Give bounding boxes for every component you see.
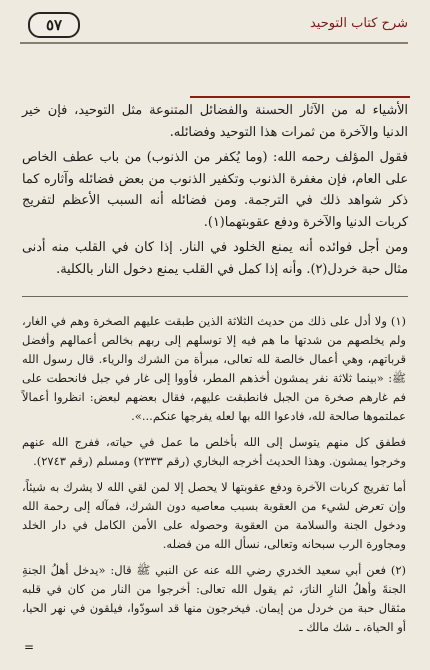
footnote-separator xyxy=(22,296,408,297)
running-title: شرح كتاب التوحيد xyxy=(309,16,408,31)
main-paragraph: ومن أجل فوائده أنه يمنع الخلود في النار. إذا كان في القلب منه أدنى مثال حبة خردل(٢). وأنه إذا كمل في القلب يمنع دخول النار بالكلية. xyxy=(22,240,408,277)
footnotes xyxy=(22,312,406,644)
main-paragraph: فقول المؤلف رحمه الله: (وما يُكفر من الذنوب) من باب عطف الخاص على العام، فإن مغفرة الذنوب وتكفير الذنوب من بعض فضائله وآثاره كما ذكر شواهد ذلك في الترجمة. ومن فضائله أنه السبب الأعظم لتفريج كربات الدنيا والآخرة ودفع عقوبتهما(١). xyxy=(22,150,408,230)
header-rule xyxy=(20,42,408,44)
footnote-paragraph: (١) ولا أدل على ذلك من حديث الثلاثة الذين طبقت عليهم الصخرة وهم في الغار، ولم يخلصهم من شدتها ما هم فيه إلا توسلهم إلى ربهم بخالص أعمالهم وأفضل قرباتهم، وهي أعمال خالصة لله تعالى، مبرأة من الشرك والرياء. قال رسول الله ﷺ: «بينما ثلاثة نفر يمشون أخذهم المطر، فأووا إلى غار في جبل فانحطت على فم غارهم صخرة من الجبل فانطبقت عليهم، فقال بعضهم لبعض: انظروا أعمالاً عملتموها صالحة لله، فادعوا الله بها لعله يفرجها عنكم...». xyxy=(22,314,406,423)
main-text xyxy=(22,100,408,284)
page-number-badge: ٥٧ xyxy=(28,12,80,38)
page-header xyxy=(20,8,408,46)
accent-divider xyxy=(190,96,410,98)
footnote-paragraph: فطفق كل منهم يتوسل إلى الله بأخلص ما عمل في حياته، ففرج الله عنهم وخرجوا يمشون. وهذا الحديث أخرجه البخاري (رقم ٢٣٣٣) ومسلم (رقم ٢٧٤٣). xyxy=(22,435,406,468)
footnote-paragraph: (٢) فعن أبي سعيد الخدري رضي الله عنه عن النبي ﷺ قال: «يدخل أهلُ الجنةِ الجنةَ وأهلُ النارِ النارَ، ثم يقول الله تعالى: أخرجوا من النار من كان في قلبه مثقال حبة من خردل من إيمان. فيخرجون منها قد اسودّوا، فيلقون في نهر الحيا، أو الحياة، ـ شك مالك ـ xyxy=(22,563,406,634)
continuation-mark: = xyxy=(24,640,35,654)
footnote-paragraph: أما تفريج كربات الآخرة ودفع عقوبتها لا يحصل إلا لمن لقي الله لا يشرك به شيئاً، وإن تعرض لشيء من العقوبة بسبب معاصيه دون الشرك، فمآله إلى رحمة الله ودخول الجنة والسلامة من العقوبة وحصوله على الأمن الكامل في دار الخلد ومجاورة الرب سبحانه وتعالى، نسأل الله من فضله. xyxy=(22,480,406,551)
main-paragraph: الأشياء له من الآثار الحسنة والفضائل المتنوعة مثل التوحيد، فإن خير الدنيا والآخرة من ثمرات هذا التوحيد وفضائله. xyxy=(22,103,408,140)
